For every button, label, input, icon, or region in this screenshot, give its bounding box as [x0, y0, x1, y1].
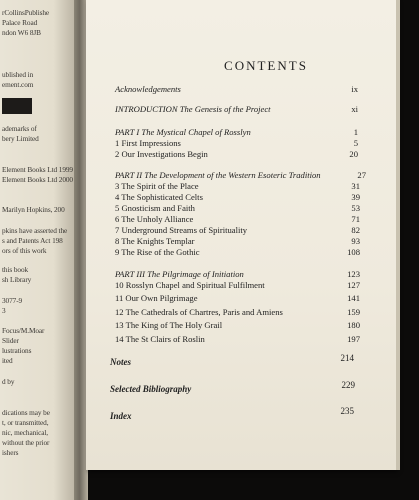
contents-entry-chapter-10: 10 Rosslyn Chapel and Spiritual Fulfilment [115, 280, 265, 290]
contents-entry-page: 159 [347, 307, 360, 317]
contents-entry-part-2: PART II The Development of the Western Esoteric Tradition [115, 170, 321, 180]
left-page-fragment: s and Patents Act 198 [2, 236, 63, 245]
contents-entry-acknowledgements: Acknowledgements [115, 84, 181, 94]
contents-entry-page: 20 [349, 149, 358, 159]
left-page-fragment: ademarks of [2, 124, 37, 133]
contents-entry-introduction: INTRODUCTION The Genesis of the Project [115, 104, 271, 114]
contents-entry-chapter-13: 13 The King of The Holy Grail [115, 320, 223, 330]
contents-entry-chapter-2: 2 Our Investigations Begin [115, 149, 208, 159]
contents-entry-page: 71 [351, 214, 360, 224]
contents-page [86, 0, 396, 470]
left-page-fragment: sh Library [2, 275, 32, 284]
left-page-fragment: lustrations [2, 346, 32, 355]
contents-entry-page: 31 [351, 181, 360, 191]
left-page [0, 0, 76, 500]
contents-entry-page: 27 [357, 170, 366, 180]
contents-entry-chapter-3: 3 The Spirit of the Place [115, 181, 199, 191]
contents-entry-page: 235 [340, 406, 354, 416]
contents-entry-chapter-11: 11 Our Own Pilgrimage [115, 293, 198, 303]
contents-entry-notes: Notes [110, 357, 131, 367]
left-page-fragment: this book [2, 265, 29, 274]
contents-entry-chapter-1: 1 First Impressions [115, 138, 181, 148]
contents-entry-page: ix [351, 84, 358, 94]
page-edge [396, 0, 400, 470]
contents-entry-chapter-14: 14 The St Clairs of Roslin [115, 334, 205, 344]
left-page-fragment: Element Books Ltd 1999 [2, 165, 73, 174]
left-page-fragment: ement.com [2, 80, 34, 89]
left-page-fragment: t, or transmitted, [2, 418, 49, 427]
contents-entry-index: Index [110, 411, 132, 421]
contents-entry-page: 229 [341, 380, 355, 390]
left-page-fragment: ishers [2, 448, 19, 457]
contents-entry-page: 39 [351, 192, 360, 202]
left-page-fragment: d by [2, 377, 15, 386]
left-page-fragment: nic, mechanical, [2, 428, 49, 437]
left-page-fragment: Element Books Ltd 2000 [2, 175, 73, 184]
contents-entry-part-3: PART III The Pilgrimage of Initiation [115, 269, 244, 279]
contents-entry-page: 123 [347, 269, 360, 279]
contents-entry-page: 1 [353, 127, 358, 137]
left-page-fragment: Palace Road [2, 18, 38, 27]
contents-entry-chapter-9: 9 The Rise of the Gothic [115, 247, 200, 257]
left-page-fragment: 3 [2, 306, 6, 315]
left-page-fragment: ited [2, 356, 13, 365]
contents-entry-bibliography: Selected Bibliography [110, 384, 192, 394]
left-page-fragment: Focus/M.Moar [2, 326, 45, 335]
left-page-fragment: bery Limited [2, 134, 39, 143]
contents-entry-page: 180 [347, 320, 360, 330]
contents-entry-page: 108 [347, 247, 360, 257]
contents-entry-chapter-8: 8 The Knights Templar [115, 236, 195, 246]
contents-entry-part-1: PART I The Mystical Chapel of Rosslyn [115, 127, 251, 137]
left-page-fragment: ors of this work [2, 246, 47, 255]
publisher-logo [2, 98, 32, 114]
left-page-fragment: without the prior [2, 438, 50, 447]
left-page-fragment: Slider [2, 336, 19, 345]
left-page-fragment: dications may be [2, 408, 50, 417]
contents-entry-page: 214 [340, 353, 354, 363]
left-page-fragment: pkins have asserted the [2, 226, 68, 235]
contents-entry-page: 53 [351, 203, 360, 213]
left-page-fragment: ndon W6 8JB [2, 28, 41, 37]
contents-entry-chapter-12: 12 The Cathedrals of Chartres, Paris and Amiens [115, 307, 283, 317]
left-page-fragment: ublished in [2, 70, 34, 79]
contents-entry-page: 82 [351, 225, 360, 235]
contents-entry-page: 197 [347, 334, 360, 344]
contents-entry-chapter-5: 5 Gnosticism and Faith [115, 203, 195, 213]
contents-entry-page: 141 [347, 293, 360, 303]
left-page-fragment: rCollinsPublishe [2, 8, 50, 17]
contents-entry-page: 127 [347, 280, 360, 290]
contents-entry-page: 93 [351, 236, 360, 246]
contents-entry-chapter-6: 6 The Unholy Alliance [115, 214, 194, 224]
contents-entry-chapter-4: 4 The Sophisticated Celts [115, 192, 203, 202]
contents-entry-page: 5 [353, 138, 358, 148]
contents-entry-chapter-7: 7 Underground Streams of Spirituality [115, 225, 248, 235]
contents-heading: CONTENTS [224, 58, 308, 73]
contents-entry-page: xi [351, 104, 358, 114]
left-page-fragment: 3077-9 [2, 296, 23, 305]
left-page-fragment: Marilyn Hopkins, 200 [2, 205, 65, 214]
